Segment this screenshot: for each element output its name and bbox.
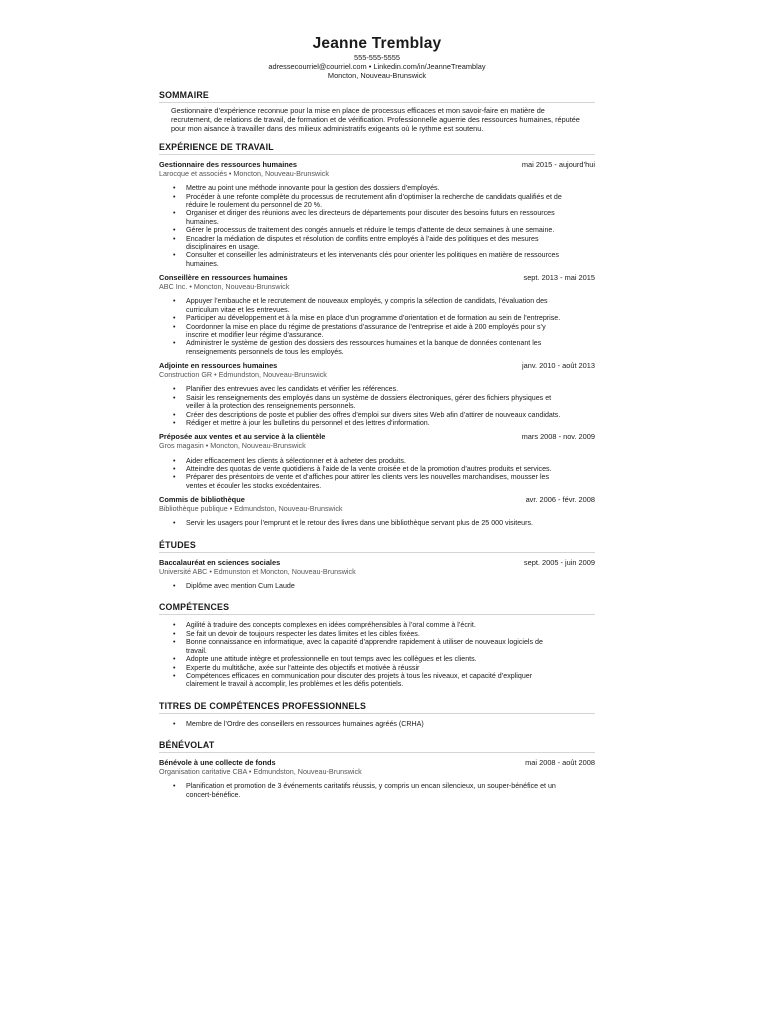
- bullet-item: • Créer des descriptions de poste et publier des offres d’emploi sur divers sites Web afin d’attirer de nouveaux candidats.: [173, 410, 561, 419]
- bullet-item: • Organiser et diriger des réunions avec les directeurs de départements pour discuter des besoins futurs en ressources humaines.: [173, 209, 555, 226]
- location: Moncton, Nouveau-Brunswick: [327, 71, 427, 81]
- bullet-icon: •: [173, 234, 176, 243]
- bullet-icon: •: [173, 638, 176, 647]
- section-title-summary: SOMMAIRE: [159, 90, 595, 103]
- volunteer-role: Bénévole à une collecte de fonds: [159, 758, 276, 768]
- bullet-item: • Adopte une attitude intègre et professionnelle en tout temps avec les collègues et les clients.: [173, 655, 477, 664]
- job-employer: Gros magasin • Moncton, Nouveau-Brunswick: [159, 441, 306, 451]
- job-employer: ABC Inc. • Moncton, Nouveau-Brunswick: [159, 281, 290, 291]
- bullet-item: • Planification et promotion de 3 événements caritatifs réussis, y compris un encan silencieux, un souper-bénéfice et un concert-bénéfice.: [173, 782, 556, 799]
- bullet-item: • Servir les usagers pour l’emprunt et le retour des livres dans une bibliothèque servant plus de 25 000 visiteurs.: [173, 519, 533, 528]
- job-dates: mai 2015 - aujourd’hui: [521, 159, 595, 169]
- bullet-icon: •: [173, 582, 176, 591]
- bullet-icon: •: [173, 314, 176, 323]
- bullet-icon: •: [173, 456, 176, 465]
- candidate-name: Jeanne Tremblay: [312, 35, 442, 52]
- contact-line: adressecourriel@courriel.com • Linkedin.com/in/JeanneTreamblay: [268, 62, 486, 72]
- education-section: [159, 540, 595, 591]
- bullet-icon: •: [173, 184, 176, 193]
- bullet-icon: •: [173, 322, 176, 331]
- bullet-item: • Procéder à une refonte complète du processus de recrutement afin d’optimiser la recherche de candidats qualifiés et de réduire le roulement du personnel de 20 %.: [173, 192, 562, 209]
- bullet-icon: •: [173, 419, 176, 428]
- bullet-icon: •: [173, 251, 176, 260]
- job-entry: [159, 362, 595, 427]
- bullet-item: • Diplôme avec mention Cum Laude: [173, 582, 295, 591]
- bullet-item: • Consulter et conseiller les administrateurs et les intervenants clés pour orienter les politiques en matière de ressources humaines.: [173, 251, 559, 268]
- bullet-icon: •: [173, 663, 176, 672]
- summary-section: [159, 90, 595, 133]
- bullet-icon: •: [173, 385, 176, 394]
- volunteer-dates: mai 2008 - août 2008: [525, 758, 595, 768]
- bullet-icon: •: [173, 192, 176, 201]
- bullet-icon: •: [173, 719, 176, 728]
- bullet-icon: •: [173, 339, 176, 348]
- section-title-volunteer: BÉNÉVOLAT: [159, 740, 595, 753]
- job-dates: avr. 2006 - févr. 2008: [525, 495, 595, 505]
- bullet-icon: •: [173, 465, 176, 474]
- bullet-item: • Membre de l’Ordre des conseillers en ressources humaines agréés (CRHA): [173, 719, 424, 728]
- job-duties: [159, 184, 595, 268]
- education-dates: sept. 2005 - juin 2009: [523, 557, 595, 567]
- summary-text: Gestionnaire d’expérience reconnue pour la mise en place de processus efficaces et mon savoir-faire en matière de recrutement, de relations de travail, de formation et de vérification. Professionnelle aguerrie des ressources humaines, réputée pour mon aisance à travailler dans des milieux administratifs exigeants où le rythme est soutenu.: [171, 105, 580, 133]
- education-entry: [159, 559, 595, 591]
- bullet-item: • Aider efficacement les clients à sélectionner et à acheter des produits.: [173, 456, 406, 465]
- job-title: Adjointe en ressources humaines: [159, 361, 278, 371]
- bullet-item: • Appuyer l’embauche et le recrutement de nouveaux employés, y compris la sélection de candidats, l’évaluation des curriculum vitae et les entrevues.: [173, 297, 548, 314]
- job-duties: [159, 457, 595, 491]
- bullet-item: • Atteindre des quotas de vente quotidiens à l’aide de la vente croisée et de la promotion d’autres produits et services.: [173, 465, 552, 474]
- bullet-icon: •: [173, 473, 176, 482]
- bullet-icon: •: [173, 629, 176, 638]
- job-duties: [159, 385, 595, 427]
- job-title: Préposée aux ventes et au service à la clientèle: [159, 432, 326, 442]
- resume-header: [159, 34, 595, 81]
- phone-number: 555-555-5555: [353, 53, 401, 62]
- job-dates: sept. 2013 - mai 2015: [523, 273, 595, 283]
- job-entry: [159, 161, 595, 268]
- bullet-icon: •: [173, 410, 176, 419]
- bullet-icon: •: [173, 621, 176, 630]
- bullet-icon: •: [173, 519, 176, 528]
- education-details: [159, 582, 595, 590]
- job-entry: [159, 433, 595, 490]
- volunteer-organization: Organisation caritative CBA • Edmundston, Nouveau-Brunswick: [159, 766, 362, 776]
- job-dates: janv. 2010 - août 2013: [521, 361, 595, 371]
- bullet-icon: •: [173, 393, 176, 402]
- job-entry: [159, 274, 595, 356]
- bullet-icon: •: [173, 655, 176, 664]
- volunteer-entry: [159, 759, 595, 799]
- volunteer-details: [159, 782, 595, 799]
- bullet-item: • Coordonner la mise en place du régime de prestations d’assurance de l’entreprise et aide à 200 employés pour s’y inscrire et modifier leur régime d’assurance.: [173, 322, 546, 339]
- bullet-item: • Bonne connaissance en informatique, avec la capacité d’apprendre rapidement à utiliser de nouveaux logiciels de travail.: [173, 638, 543, 655]
- bullet-item: • Administrer le système de gestion des dossiers des ressources humaines et la banque de données contenant les renseignements personnels de tous les employés.: [173, 339, 542, 356]
- bullet-item: • Experte du multitâche, axée sur l’atteinte des objectifs et motivée à réussir: [173, 663, 420, 672]
- bullet-item: • Planifier des entrevues avec les candidats et vérifier les références.: [173, 385, 399, 394]
- bullet-item: • Rédiger et mettre à jour les bulletins du personnel et des lettres d’information.: [173, 419, 430, 428]
- job-dates: mars 2008 - nov. 2009: [521, 432, 595, 442]
- bullet-icon: •: [173, 297, 176, 306]
- bullet-item: • Compétences efficaces en communication pour discuter des projets à tous les niveaux, et capacité d’expliquer clairement le travail à accomplir, les problèmes et les défis potentiels.: [173, 671, 533, 689]
- job-employer: Construction GR • Edmundston, Nouveau-Brunswick: [159, 370, 327, 379]
- experience-section: [159, 142, 595, 528]
- skills-list: [159, 621, 595, 688]
- job-duties: [159, 297, 595, 356]
- job-duties: [159, 519, 595, 527]
- bullet-item: • Encadrer la médiation de disputes et résolution de conflits entre employés à l’aide des politiques et des mesures disciplinaires en usage.: [173, 234, 539, 251]
- bullet-item: • Préparer des présentoirs de vente et d’affiches pour attirer les clients vers les nouvelles marchandises, mousser les ventes et écouler les stocks excédentaires.: [173, 473, 550, 490]
- bullet-item: • Mettre au point une méthode innovante pour la gestion des dossiers d’employés.: [173, 184, 440, 193]
- job-employer: Larocque et associés • Moncton, Nouveau-Brunswick: [159, 168, 329, 178]
- certifications-list: [159, 720, 595, 728]
- job-title: Gestionnaire des ressources humaines: [159, 159, 298, 169]
- job-title: Conseillère en ressources humaines: [159, 273, 288, 283]
- section-title-education: ÉTUDES: [159, 540, 595, 553]
- resume-page: [159, 34, 595, 799]
- section-title-skills: COMPÉTENCES: [159, 602, 595, 615]
- job-employer: Bibliothèque publique • Edmundston, Nouveau-Brunswick: [159, 504, 343, 514]
- job-entry: [159, 496, 595, 528]
- skills-section: [159, 602, 595, 688]
- bullet-icon: •: [173, 226, 176, 235]
- school-name: Université ABC • Edmunston et Moncton, Nouveau-Brunswick: [159, 566, 356, 576]
- bullet-item: • Participer au développement et à la mise en place d’un programme d’orientation et de formation au sein de l’entreprise.: [173, 314, 561, 323]
- bullet-item: • Gérer le processus de traitement des congés annuels et réduire le temps d’attente de deux semaines à une semaine.: [173, 226, 555, 235]
- bullet-item: • Agilité à traduire des concepts complexes en idées compréhensibles à l’oral comme à l’écrit.: [173, 621, 476, 630]
- bullet-item: • Se fait un devoir de toujours respecter les dates limites et les cibles fixées.: [173, 629, 420, 638]
- section-title-certifications: TITRES DE COMPÉTENCES PROFESSIONNELS: [159, 701, 595, 714]
- degree-title: Baccalauréat en sciences sociales: [159, 557, 281, 567]
- bullet-icon: •: [173, 209, 176, 218]
- bullet-item: • Saisir les renseignements des employés dans un système de dossiers électroniques, gérer des fichiers physiques et veiller à la protection des renseignements personnels.: [173, 393, 552, 411]
- bullet-icon: •: [173, 782, 176, 791]
- bullet-icon: •: [173, 671, 176, 680]
- section-title-experience: EXPÉRIENCE DE TRAVAIL: [159, 142, 595, 155]
- certifications-section: [159, 701, 595, 728]
- volunteer-section: [159, 740, 595, 799]
- job-title: Commis de bibliothèque: [159, 495, 245, 505]
